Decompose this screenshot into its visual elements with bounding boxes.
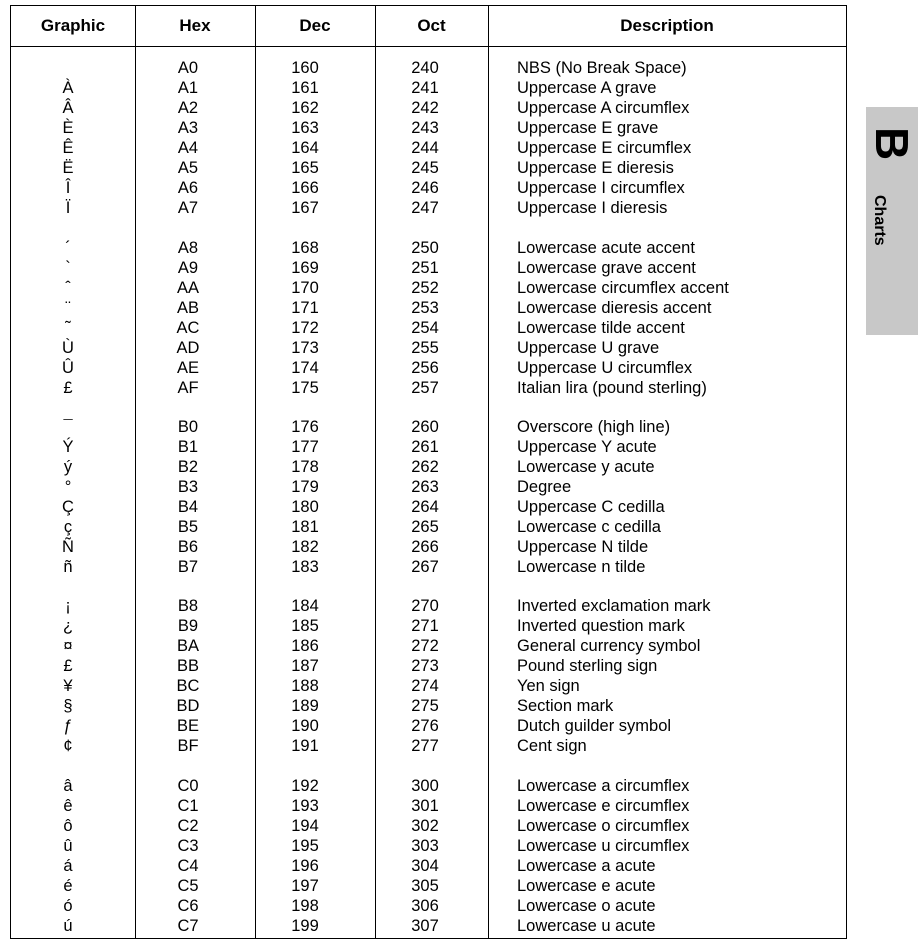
column-divider <box>255 6 256 938</box>
description-cell: Lowercase e circumflex <box>517 797 690 815</box>
dec-cell: 179 <box>291 478 319 496</box>
graphic-cell: á <box>63 857 73 875</box>
oct-cell: 253 <box>411 299 439 317</box>
dec-cell: 181 <box>291 518 319 536</box>
graphic-cell: û <box>63 837 73 855</box>
dec-cell: 166 <box>291 179 319 197</box>
oct-cell: 252 <box>411 279 439 297</box>
description-cell: Uppercase E circumflex <box>517 139 692 157</box>
oct-cell: 244 <box>411 139 439 157</box>
hex-cell: A3 <box>177 119 199 137</box>
dec-cell: 175 <box>291 379 319 397</box>
graphic-cell: ´ <box>65 239 71 257</box>
description-cell: Lowercase o acute <box>517 897 656 915</box>
hex-cell: B7 <box>177 558 199 576</box>
hex-cell: A8 <box>177 239 199 257</box>
hex-cell: AF <box>177 379 199 397</box>
graphic-cell: ¢ <box>63 737 73 755</box>
hex-cell: A6 <box>177 179 199 197</box>
hex-cell: BC <box>176 677 200 695</box>
graphic-cell: ¨ <box>65 299 71 317</box>
hex-cell: BD <box>176 697 200 715</box>
description-cell: Uppercase E grave <box>517 119 659 137</box>
oct-cell: 301 <box>411 797 439 815</box>
description-cell: Italian lira (pound sterling) <box>517 379 707 397</box>
graphic-cell: § <box>63 697 73 715</box>
oct-cell: 250 <box>411 239 439 257</box>
dec-cell: 182 <box>291 538 319 556</box>
hex-cell: AA <box>176 279 199 297</box>
hex-cell: C2 <box>177 817 199 835</box>
description-cell: Uppercase A circumflex <box>517 99 690 117</box>
dec-cell: 197 <box>291 877 319 895</box>
hex-cell: A0 <box>177 59 199 77</box>
hex-cell: C6 <box>177 897 199 915</box>
graphic-cell: â <box>63 777 73 795</box>
oct-cell: 300 <box>411 777 439 795</box>
oct-cell: 240 <box>411 59 439 77</box>
oct-cell: 256 <box>411 359 439 377</box>
graphic-cell: ç <box>63 518 73 536</box>
column-divider <box>375 6 376 938</box>
oct-cell: 241 <box>411 79 439 97</box>
hex-cell: A7 <box>177 199 199 217</box>
graphic-cell: ƒ <box>63 717 73 735</box>
hex-cell: B4 <box>177 498 199 516</box>
dec-cell: 196 <box>291 857 319 875</box>
graphic-cell: ñ <box>63 558 73 576</box>
dec-cell: 160 <box>291 59 319 77</box>
graphic-cell: ó <box>63 897 73 915</box>
description-cell: Uppercase I dieresis <box>517 199 668 217</box>
oct-cell: 267 <box>411 558 439 576</box>
dec-cell: 164 <box>291 139 319 157</box>
description-cell: Pound sterling sign <box>517 657 658 675</box>
description-cell: Lowercase tilde accent <box>517 319 685 337</box>
dec-cell: 189 <box>291 697 319 715</box>
graphic-cell: È <box>62 119 74 137</box>
description-cell: Overscore (high line) <box>517 418 671 436</box>
description-cell: Lowercase u circumflex <box>517 837 690 855</box>
graphic-cell: ¯ <box>63 418 73 436</box>
oct-cell: 260 <box>411 418 439 436</box>
graphic-cell: Ê <box>62 139 74 157</box>
description-cell: Lowercase u acute <box>517 917 656 935</box>
oct-cell: 242 <box>411 99 439 117</box>
oct-cell: 263 <box>411 478 439 496</box>
header-oct: Oct <box>417 16 446 35</box>
dec-cell: 161 <box>291 79 319 97</box>
dec-cell: 198 <box>291 897 319 915</box>
header-description: Description <box>620 16 714 35</box>
dec-cell: 184 <box>291 597 319 615</box>
description-cell: Lowercase c cedilla <box>517 518 661 536</box>
oct-cell: 306 <box>411 897 439 915</box>
graphic-cell: Ï <box>65 199 71 217</box>
hex-cell: A9 <box>177 259 199 277</box>
description-cell: Degree <box>517 478 572 496</box>
character-chart-table <box>10 5 847 939</box>
oct-cell: 274 <box>411 677 439 695</box>
dec-cell: 187 <box>291 657 319 675</box>
hex-cell: AE <box>176 359 199 377</box>
graphic-cell: ¿ <box>62 617 74 635</box>
graphic-cell: Â <box>62 99 74 117</box>
hex-cell: BA <box>176 637 199 655</box>
description-cell: Lowercase n tilde <box>517 558 646 576</box>
hex-cell: A1 <box>177 79 199 97</box>
hex-cell: AD <box>176 339 200 357</box>
dec-cell: 174 <box>291 359 319 377</box>
hex-cell: B2 <box>177 458 199 476</box>
dec-cell: 186 <box>291 637 319 655</box>
dec-cell: 188 <box>291 677 319 695</box>
oct-cell: 276 <box>411 717 439 735</box>
description-cell: Uppercase N tilde <box>517 538 649 556</box>
oct-cell: 246 <box>411 179 439 197</box>
description-cell: Lowercase acute accent <box>517 239 695 257</box>
section-tab <box>866 107 918 335</box>
graphic-cell: Ù <box>62 339 74 357</box>
description-cell: Uppercase A grave <box>517 79 657 97</box>
oct-cell: 247 <box>411 199 439 217</box>
oct-cell: 261 <box>411 438 439 456</box>
dec-cell: 195 <box>291 837 319 855</box>
hex-cell: BB <box>176 657 199 675</box>
description-cell: Section mark <box>517 697 614 715</box>
hex-cell: A5 <box>177 159 199 177</box>
oct-cell: 270 <box>411 597 439 615</box>
hex-cell: B0 <box>177 418 199 436</box>
section-label: Charts <box>871 195 888 246</box>
oct-cell: 304 <box>411 857 439 875</box>
dec-cell: 167 <box>291 199 319 217</box>
description-cell: Uppercase U circumflex <box>517 359 693 377</box>
dec-cell: 163 <box>291 119 319 137</box>
oct-cell: 255 <box>411 339 439 357</box>
dec-cell: 191 <box>291 737 319 755</box>
header-hex: Hex <box>179 16 211 35</box>
oct-cell: 251 <box>411 259 439 277</box>
graphic-cell: ¡ <box>65 597 71 615</box>
oct-cell: 243 <box>411 119 439 137</box>
hex-cell: C1 <box>177 797 199 815</box>
graphic-cell: Ç <box>62 498 74 516</box>
dec-cell: 178 <box>291 458 319 476</box>
oct-cell: 303 <box>411 837 439 855</box>
dec-cell: 185 <box>291 617 319 635</box>
dec-cell: 176 <box>291 418 319 436</box>
dec-cell: 190 <box>291 717 319 735</box>
description-cell: Inverted question mark <box>517 617 685 635</box>
graphic-cell: ¥ <box>63 677 73 695</box>
graphic-cell: £ <box>63 379 73 397</box>
description-cell: Lowercase dieresis accent <box>517 299 712 317</box>
hex-cell: B3 <box>177 478 199 496</box>
dec-cell: 165 <box>291 159 319 177</box>
graphic-cell: ê <box>63 797 73 815</box>
graphic-cell: Ë <box>62 159 74 177</box>
header-dec: Dec <box>299 16 331 35</box>
description-cell: Lowercase circumflex accent <box>517 279 729 297</box>
description-cell: Lowercase o circumflex <box>517 817 690 835</box>
graphic-cell: é <box>63 877 73 895</box>
oct-cell: 275 <box>411 697 439 715</box>
hex-cell: B1 <box>177 438 199 456</box>
oct-cell: 273 <box>411 657 439 675</box>
oct-cell: 265 <box>411 518 439 536</box>
dec-cell: 183 <box>291 558 319 576</box>
table-header <box>11 6 846 47</box>
header-graphic: Graphic <box>40 16 106 35</box>
graphic-cell: £ <box>63 657 73 675</box>
graphic-cell: Ñ <box>62 538 74 556</box>
oct-cell: 305 <box>411 877 439 895</box>
graphic-cell: ¤ <box>63 637 73 655</box>
description-cell: Uppercase C cedilla <box>517 498 665 516</box>
description-cell: Lowercase a circumflex <box>517 777 690 795</box>
hex-cell: AB <box>176 299 199 317</box>
hex-cell: BF <box>177 737 199 755</box>
oct-cell: 272 <box>411 637 439 655</box>
dec-cell: 172 <box>291 319 319 337</box>
description-cell: Lowercase grave accent <box>517 259 696 277</box>
description-cell: Uppercase Y acute <box>517 438 657 456</box>
graphic-cell: ô <box>63 817 73 835</box>
dec-cell: 162 <box>291 99 319 117</box>
hex-cell: C0 <box>177 777 199 795</box>
description-cell: Lowercase a acute <box>517 857 656 875</box>
graphic-cell: ` <box>65 259 71 277</box>
section-letter: B <box>866 127 918 161</box>
dec-cell: 173 <box>291 339 319 357</box>
column-divider <box>488 6 489 938</box>
hex-cell: B5 <box>177 518 199 536</box>
dec-cell: 180 <box>291 498 319 516</box>
description-cell: Dutch guilder symbol <box>517 717 672 735</box>
oct-cell: 264 <box>411 498 439 516</box>
hex-cell: BE <box>176 717 199 735</box>
oct-cell: 266 <box>411 538 439 556</box>
oct-cell: 254 <box>411 319 439 337</box>
oct-cell: 245 <box>411 159 439 177</box>
dec-cell: 193 <box>291 797 319 815</box>
dec-cell: 168 <box>291 239 319 257</box>
dec-cell: 194 <box>291 817 319 835</box>
dec-cell: 170 <box>291 279 319 297</box>
graphic-cell: ˆ <box>65 279 71 297</box>
oct-cell: 277 <box>411 737 439 755</box>
oct-cell: 257 <box>411 379 439 397</box>
hex-cell: C7 <box>177 917 199 935</box>
description-cell: Cent sign <box>517 737 587 755</box>
oct-cell: 271 <box>411 617 439 635</box>
description-cell: Uppercase U grave <box>517 339 660 357</box>
graphic-cell: Î <box>65 179 71 197</box>
graphic-cell: Ý <box>62 438 74 456</box>
hex-cell: B9 <box>177 617 199 635</box>
graphic-cell: ú <box>63 917 73 935</box>
oct-cell: 307 <box>411 917 439 935</box>
hex-cell: A2 <box>177 99 199 117</box>
graphic-cell: Û <box>62 359 74 377</box>
graphic-cell: ° <box>64 478 72 496</box>
hex-cell: B8 <box>177 597 199 615</box>
description-cell: Inverted exclamation mark <box>517 597 711 615</box>
hex-cell: C5 <box>177 877 199 895</box>
graphic-cell: ˜ <box>65 319 71 337</box>
graphic-cell: À <box>62 79 74 97</box>
dec-cell: 177 <box>291 438 319 456</box>
oct-cell: 262 <box>411 458 439 476</box>
graphic-cell: ý <box>63 458 73 476</box>
oct-cell: 302 <box>411 817 439 835</box>
hex-cell: AC <box>176 319 200 337</box>
dec-cell: 169 <box>291 259 319 277</box>
description-cell: Yen sign <box>517 677 580 695</box>
hex-cell: C4 <box>177 857 199 875</box>
hex-cell: C3 <box>177 837 199 855</box>
hex-cell: B6 <box>177 538 199 556</box>
description-cell: Lowercase y acute <box>517 458 655 476</box>
description-cell: NBS (No Break Space) <box>517 59 687 77</box>
description-cell: Uppercase I circumflex <box>517 179 685 197</box>
description-cell: Uppercase E dieresis <box>517 159 674 177</box>
column-divider <box>135 6 136 938</box>
dec-cell: 199 <box>291 917 319 935</box>
dec-cell: 171 <box>291 299 319 317</box>
dec-cell: 192 <box>291 777 319 795</box>
hex-cell: A4 <box>177 139 199 157</box>
description-cell: Lowercase e acute <box>517 877 656 895</box>
description-cell: General currency symbol <box>517 637 701 655</box>
